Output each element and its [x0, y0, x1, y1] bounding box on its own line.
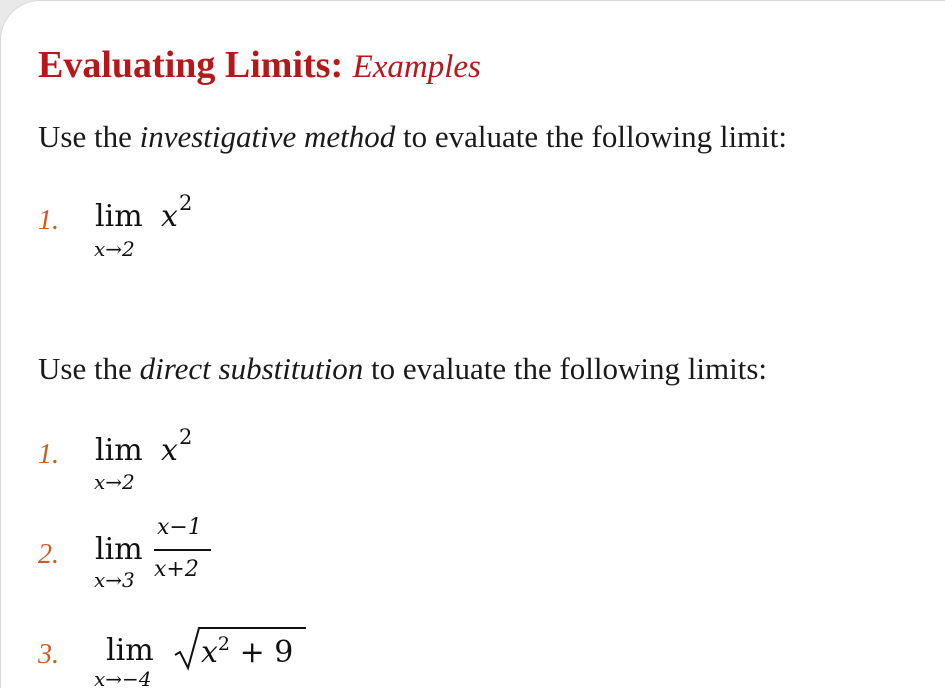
- title-subtitle: Examples: [352, 49, 481, 85]
- radicand-variable: x: [201, 635, 218, 670]
- limit-approach: x→−4: [94, 667, 152, 688]
- problem-number: 1.: [38, 439, 59, 470]
- fraction-denominator: x+2: [154, 557, 199, 582]
- limit-approach: x→3: [94, 568, 135, 592]
- expression-exponent: 2: [179, 425, 193, 449]
- problem-number: 3.: [38, 639, 59, 670]
- instruction-emphasis: direct substitution: [139, 351, 364, 386]
- limit-approach: x→2: [94, 470, 135, 494]
- limit-word: lim: [95, 433, 143, 468]
- slide-title: [38, 43, 481, 87]
- instruction-emphasis: investigative method: [139, 119, 396, 154]
- radicand: [201, 633, 293, 670]
- instruction-post: to evaluate the following limits:: [370, 351, 767, 386]
- problem-number: 1.: [38, 205, 59, 236]
- instruction-investigative: [38, 119, 787, 155]
- radicand-exponent: 2: [217, 633, 231, 655]
- expression-variable: x: [161, 199, 178, 234]
- limit-word: lim: [95, 532, 143, 567]
- instruction-post: to evaluate the following limit:: [403, 119, 788, 154]
- radicand-constant: + 9: [239, 635, 294, 670]
- instruction-pre: Use the: [38, 119, 132, 154]
- fraction-numerator: x−1: [157, 515, 202, 540]
- problem-number: 2.: [38, 539, 59, 570]
- limit-approach: x→2: [94, 237, 135, 261]
- expression-exponent: 2: [179, 191, 193, 215]
- instruction-direct: [38, 351, 767, 387]
- limit-word: lim: [95, 199, 143, 234]
- fraction-bar: [154, 549, 211, 551]
- expression-variable: x: [161, 433, 178, 468]
- title-main: Evaluating Limits:: [38, 44, 344, 86]
- instruction-pre: Use the: [38, 351, 132, 386]
- limit-word: lim: [106, 633, 154, 668]
